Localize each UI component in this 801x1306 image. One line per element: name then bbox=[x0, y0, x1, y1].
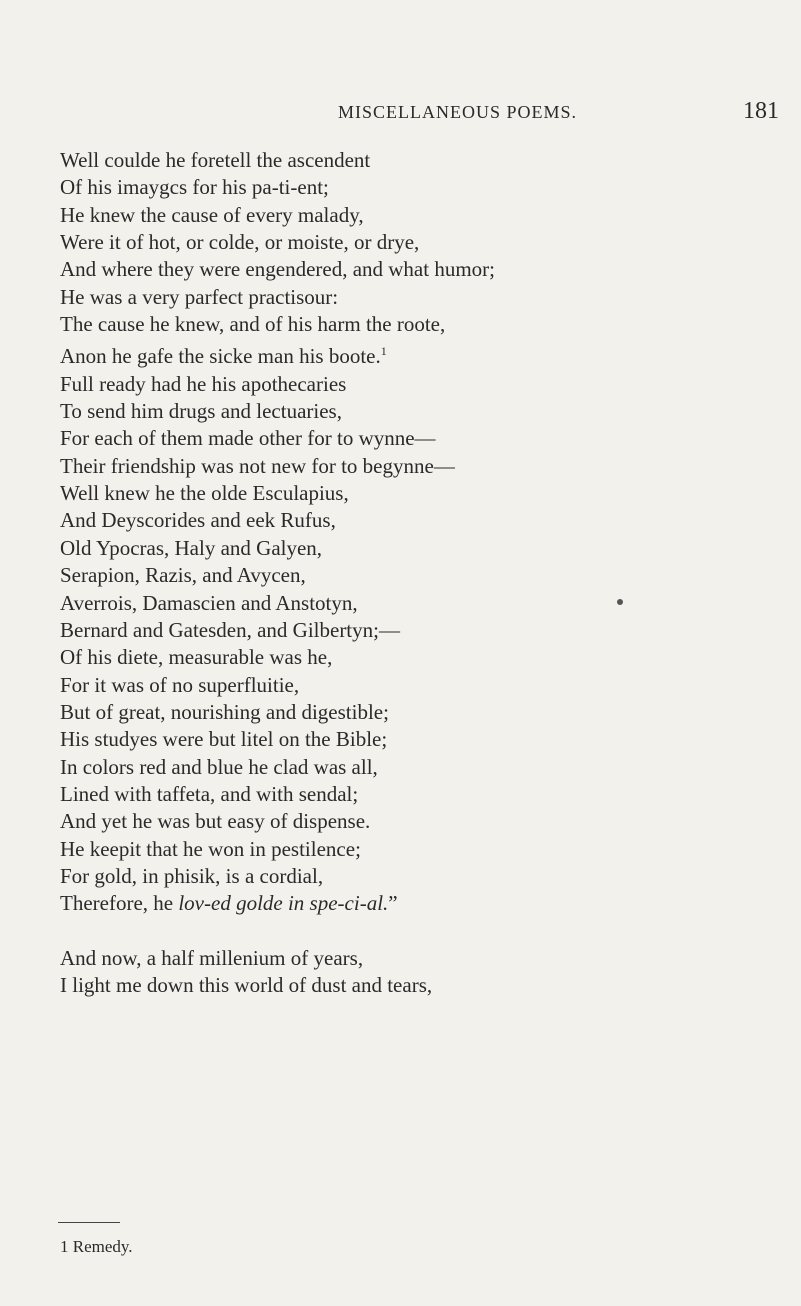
verse-line: For it was of no superfluitie, bbox=[60, 672, 300, 697]
verse-line: He knew the cause of every malady, bbox=[60, 202, 364, 227]
footnote-text: Remedy. bbox=[72, 1237, 133, 1256]
running-head: MISCELLANEOUS POEMS. bbox=[338, 102, 578, 122]
verse-line bbox=[60, 338, 795, 370]
page-header bbox=[0, 98, 801, 128]
verse-line: He was a very parfect practisour: bbox=[60, 284, 339, 309]
verse-line: But of great, nourishing and digestible; bbox=[60, 699, 389, 724]
verse-line: Lined with taffeta, and with sendal; bbox=[60, 781, 359, 806]
verse-line: Of his imaygcs for his pa-ti-ent; bbox=[60, 175, 329, 200]
footnote-reference: 1 bbox=[380, 344, 387, 359]
stanza-break bbox=[60, 918, 795, 945]
verse-line: Full ready had he his apothecaries bbox=[60, 371, 347, 396]
verse-line: Serapion, Razis, and Avycen, bbox=[60, 563, 306, 588]
verse-line: Well knew he the olde Esculapius, bbox=[60, 481, 349, 506]
verse-line-text: Anon he gafe the sicke man his boote. bbox=[60, 344, 381, 369]
verse-line: For gold, in phisik, is a cordial, bbox=[60, 863, 324, 888]
verse-line: Their friendship was not new for to begynne— bbox=[60, 453, 455, 478]
italic-phrase: lov-ed golde in spe-ci-al. bbox=[178, 891, 389, 916]
verse-line: And yet he was but easy of dispense. bbox=[60, 809, 371, 834]
verse-line: The cause he knew, and of his harm the roote, bbox=[60, 312, 446, 337]
verse-line: Were it of hot, or colde, or moiste, or drye, bbox=[60, 230, 420, 255]
verse-line: I light me down this world of dust and tears, bbox=[60, 972, 433, 997]
verse-line: For each of them made other for to wynne— bbox=[60, 426, 436, 451]
page-number: 181 bbox=[743, 98, 779, 124]
footnote-divider bbox=[58, 1222, 120, 1223]
verse-line: Averrois, Damascien and Anstotyn, bbox=[60, 590, 358, 615]
verse-line bbox=[60, 890, 795, 917]
verse-line-text: Therefore, he bbox=[60, 891, 179, 916]
ink-speck bbox=[617, 599, 623, 605]
verse-line: In colors red and blue he clad was all, bbox=[60, 754, 378, 779]
verse-line: And now, a half millenium of years, bbox=[60, 945, 364, 970]
poem-text bbox=[60, 147, 795, 999]
verse-line: He keepit that he won in pestilence; bbox=[60, 836, 361, 861]
verse-line: His studyes were but litel on the Bible; bbox=[60, 727, 388, 752]
verse-line: Of his diete, measurable was he, bbox=[60, 645, 333, 670]
verse-line: Bernard and Gatesden, and Gilbertyn;— bbox=[60, 617, 400, 642]
verse-line: And Deyscorides and eek Rufus, bbox=[60, 508, 336, 533]
footnote-marker: 1 bbox=[60, 1237, 69, 1256]
verse-line: Old Ypocras, Haly and Galyen, bbox=[60, 535, 323, 560]
verse-line: And where they were engendered, and what humor; bbox=[60, 257, 496, 282]
closing-quote: ” bbox=[388, 891, 398, 916]
verse-line: To send him drugs and lectuaries, bbox=[60, 399, 342, 424]
footnote bbox=[60, 1237, 133, 1257]
verse-line: Well coulde he foretell the ascendent bbox=[60, 148, 371, 172]
